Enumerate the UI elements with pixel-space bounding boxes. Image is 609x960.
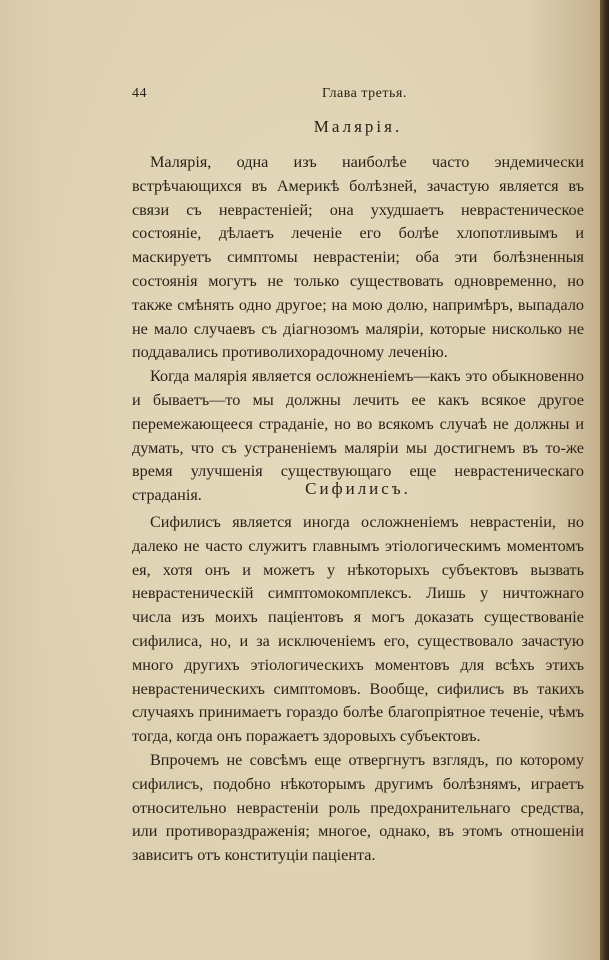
section-body-malaria [132, 151, 584, 508]
paragraph: Малярія, одна изъ наиболѣе часто эндемически встрѣчающихся въ Америкѣ болѣзней, зачастую является въ связи съ неврастеніей; она ухудшаетъ неврастеническое состояніе, дѣлаетъ леченіе его болѣе хлопотливымъ и маскируетъ симптомы неврастеніи; оба эти болѣзненныя состоянія могутъ не только существовать одновременно, но также смѣнять одно другое; на мою долю, напримѣръ, выпадало не мало случаевъ съ діагнозомъ маляріи, которые нисколько не поддавались противолихорадочному леченію. [132, 153, 584, 362]
section-title-syphilis: Сифилисъ. [305, 479, 411, 498]
paragraph: Впрочемъ не совсѣмъ еще отвергнутъ взглядъ, по которому сифилисъ, подобно нѣкоторымъ другимъ болѣзнямъ, играетъ относительно неврастеніи роль предохранительнаго средства, или противораздраженія; многое, однако, въ этомъ отношеніи зависитъ отъ конституціи паціента. [132, 750, 584, 865]
section-body-syphilis [132, 511, 584, 868]
running-title: Глава третья. [322, 86, 407, 101]
paragraph: Сифилисъ является иногда осложненіемъ неврастеніи, но далеко не часто служитъ главнымъ этіологическимъ моментомъ ея, хотя онъ и можетъ у нѣкоторыхъ субъектовъ вызвать неврастеническій симптомокомплексъ. Лишь у ничтожнаго числа изъ моихъ паціентовъ я могъ доказать существованіе сифилиса, но, и за исключеніемъ его, существовало зачастую много другихъ этіологическихъ моментовъ для всѣхъ этихъ неврастеническихъ симптомовъ. Вообще, сифилисъ въ такихъ случаяхъ принимаетъ гораздо болѣе благопріятное теченіе, чѣмъ тогда, когда онъ поражаетъ здоровыхъ субъектовъ. [132, 513, 584, 746]
page-header [132, 86, 584, 106]
paragraph: Когда малярія является осложненіемъ—какъ это обыкновенно и бываетъ—то мы должны лечить ее какъ всякое другое перемежающееся страданіе, но во всякомъ случаѣ не должны и думать, что съ устраненіемъ маляріи мы достигнемъ въ то-же время улучшенія существующаго еще неврастеническаго страданія. [132, 367, 584, 505]
book-spine-edge [600, 0, 609, 960]
section-title-malaria: Малярія. [313, 117, 403, 136]
page-number: 44 [132, 86, 147, 101]
